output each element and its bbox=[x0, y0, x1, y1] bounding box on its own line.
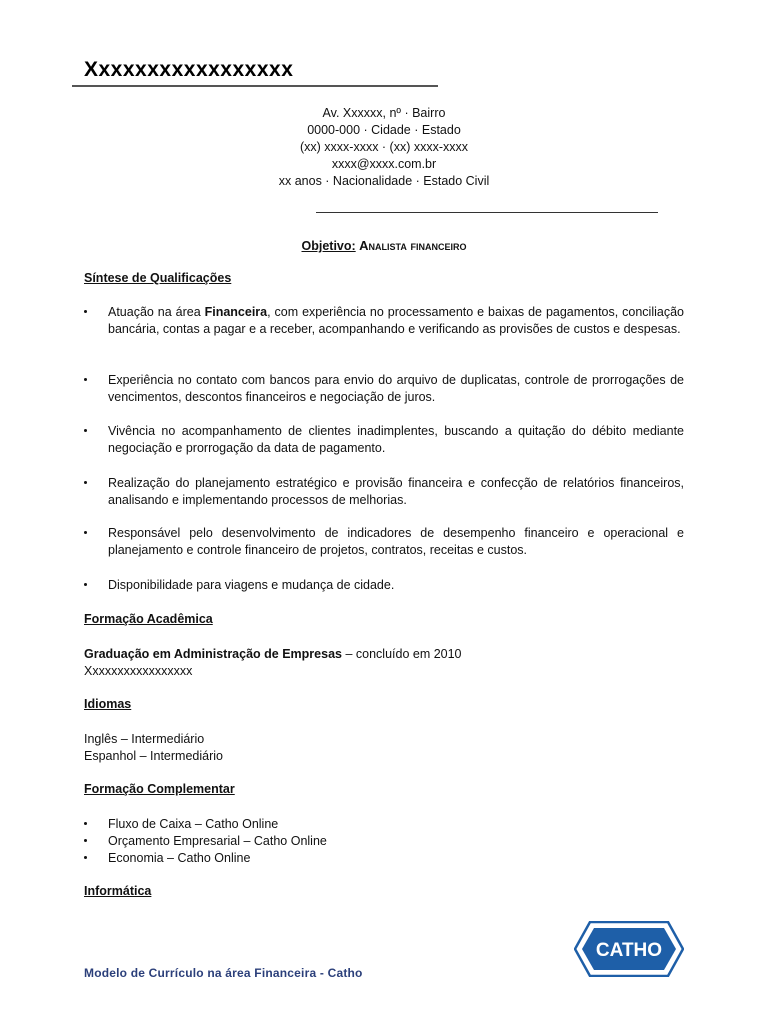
bullet-icon bbox=[84, 583, 87, 586]
language-item: Espanhol – Intermediário bbox=[84, 749, 223, 763]
footer-caption: Modelo de Currículo na área Financeira - Catho bbox=[84, 966, 363, 980]
qualifications-list bbox=[84, 423, 684, 457]
language-item: Inglês – Intermediário bbox=[84, 732, 205, 746]
name-divider bbox=[72, 85, 438, 87]
contact-personal: xx anos · Nacionalidade · Estado Civil bbox=[278, 174, 490, 188]
list-item: Experiência no contato com bancos para envio do arquivo de duplicatas, controle de prorrogações de vencimentos, descontos financeiros e negociação de juros. bbox=[84, 372, 684, 406]
languages-heading: Idiomas bbox=[84, 697, 132, 711]
complementary-heading: Formação Complementar bbox=[84, 782, 235, 796]
list-item: Responsável pelo desenvolvimento de indicadores de desempenho financeiro e operacional e planejamento e controle financeiro de projetos, contratos, receitas e custos. bbox=[84, 525, 684, 559]
contact-city: 0000-000 · Cidade · Estado bbox=[307, 123, 461, 137]
contact-divider bbox=[316, 212, 658, 213]
list-item: Orçamento Empresarial – Catho Online bbox=[84, 833, 684, 850]
education-institution: Xxxxxxxxxxxxxxxxx bbox=[84, 664, 193, 678]
qualifications-list bbox=[84, 372, 684, 406]
complementary-list bbox=[84, 816, 684, 867]
qualifications-list bbox=[84, 304, 684, 338]
objective-value: Analista financeiro bbox=[359, 238, 467, 253]
qualifications-list bbox=[84, 475, 684, 509]
logo-text: CATHO bbox=[595, 940, 663, 961]
bullet-icon bbox=[84, 531, 87, 534]
bullet-icon bbox=[84, 310, 87, 313]
list-item: Disponibilidade para viagens e mudança de cidade. bbox=[84, 577, 684, 594]
bullet-icon bbox=[84, 856, 87, 859]
catho-logo-icon bbox=[574, 921, 684, 977]
objective bbox=[0, 238, 768, 253]
contact-block bbox=[200, 105, 568, 190]
bullet-icon bbox=[84, 378, 87, 381]
list-item: Economia – Catho Online bbox=[84, 850, 684, 867]
education-degree-line bbox=[84, 646, 462, 663]
education-heading: Formação Acadêmica bbox=[84, 612, 213, 626]
list-item: Fluxo de Caixa – Catho Online bbox=[84, 816, 684, 833]
list-item: Vivência no acompanhamento de clientes inadimplentes, buscando a quitação do débito mediante negociação e prorrogação da data de pagamento. bbox=[84, 423, 684, 457]
qualifications-heading: Síntese de Qualificações bbox=[84, 271, 232, 285]
contact-email: xxxx@xxxx.com.br bbox=[331, 157, 437, 171]
bullet-icon bbox=[84, 839, 87, 842]
qualifications-list bbox=[84, 525, 684, 559]
list-item: Atuação na área Financeira, com experiência no processamento e baixas de pagamentos, conciliação bancária, contas a pagar e a receber, acompanhando e verificando as provisões de custos e despesas. bbox=[84, 304, 684, 338]
bullet-icon bbox=[84, 822, 87, 825]
education-status: – concluído em 2010 bbox=[341, 647, 462, 661]
contact-phones: (xx) xxxx-xxxx · (xx) xxxx-xxxx bbox=[299, 140, 469, 154]
contact-address: Av. Xxxxxx, nº · Bairro bbox=[322, 106, 446, 120]
list-item: Realização do planejamento estratégico e provisão financeira e confecção de relatórios financeiros, analisando e implementando processos de melhorias. bbox=[84, 475, 684, 509]
objective-label: Objetivo: bbox=[301, 239, 356, 253]
education-degree: Graduação em Administração de Empresas bbox=[84, 647, 342, 661]
bullet-icon bbox=[84, 481, 87, 484]
it-heading: Informática bbox=[84, 884, 152, 898]
qualifications-list bbox=[84, 577, 684, 594]
candidate-name: Xxxxxxxxxxxxxxxxx bbox=[84, 58, 294, 81]
bullet-icon bbox=[84, 429, 87, 432]
